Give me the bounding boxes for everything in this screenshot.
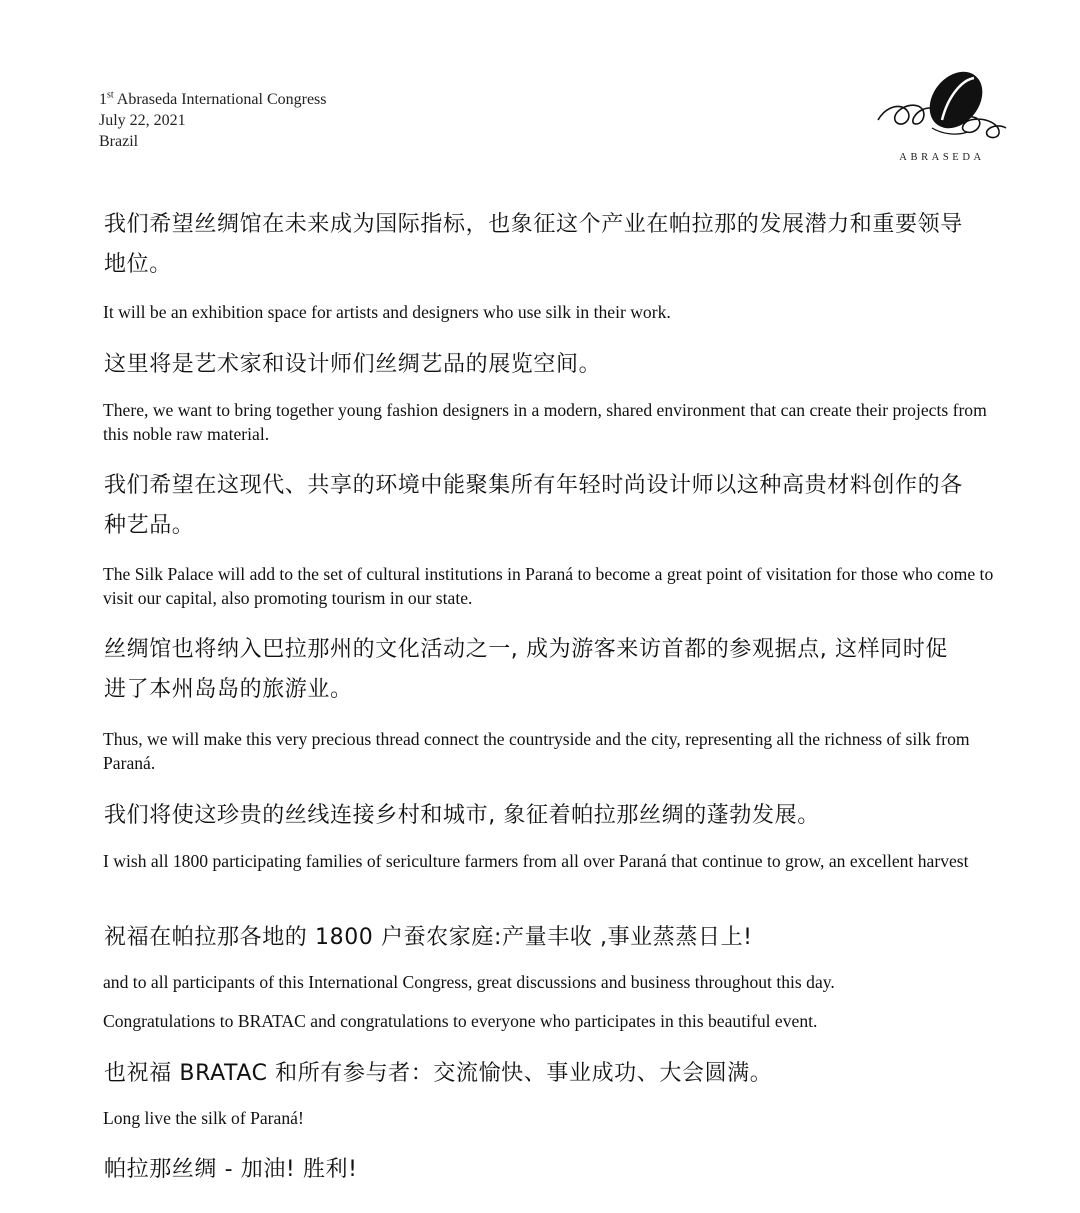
zh-paragraph-6: 祝福在帕拉那各地的 1800 户蚕农家庭:产量丰收 ,事业蒸蒸日上! xyxy=(104,925,753,950)
en-paragraph-8: Long live the silk of Paraná! xyxy=(103,1108,304,1128)
silk-cocoon-logo-icon xyxy=(872,66,1012,150)
zh-paragraph-8: 帕拉那丝绸 - 加油! 胜利! xyxy=(104,1157,358,1182)
letter-header xyxy=(99,89,327,152)
congress-country: Brazil xyxy=(99,133,139,150)
abraseda-logo xyxy=(872,66,1012,170)
en-paragraph-7: Congratulations to BRATAC and congratulations to everyone who participates in this beautiful event. xyxy=(103,1011,818,1031)
congress-title: 1st Abraseda International Congress xyxy=(99,89,327,108)
en-paragraph-1: It will be an exhibition space for artists and designers who use silk in their work. xyxy=(103,302,671,322)
en-paragraph-2: There, we want to bring together young fashion designers in a modern, shared environment that can create their projects from this noble raw material. xyxy=(103,400,987,444)
zh-paragraph-5: 我们将使这珍贵的丝线连接乡村和城市, 象征着帕拉那丝绸的蓬勃发展。 xyxy=(104,803,820,828)
en-paragraph-3: The Silk Palace will add to the set of cultural institutions in Paraná to become a great point of visitation for those who come to visit our capital, also promoting tourism in our state. xyxy=(103,564,994,608)
zh-paragraph-1: 我们希望丝绸馆在未来成为国际指标，也象征这个产业在帕拉那的发展潜力和重要领导地位。 xyxy=(104,212,963,277)
en-paragraph-6: and to all participants of this International Congress, great discussions and business throughout this day. xyxy=(103,972,835,992)
logo-wordmark: ABRASEDA xyxy=(899,152,985,163)
en-paragraph-5: I wish all 1800 participating families of sericulture farmers from all over Paraná that continue to grow, an excellent harvest xyxy=(103,851,969,871)
en-paragraph-4: Thus, we will make this very precious thread connect the countryside and the city, representing all the richness of silk from Paraná. xyxy=(103,729,970,773)
congress-date: July 22, 2021 xyxy=(99,112,186,129)
zh-paragraph-3: 我们希望在这现代、共享的环境中能聚集所有年轻时尚设计师以这种高贵材料创作的各种艺品。 xyxy=(104,473,963,538)
zh-paragraph-4: 丝绸馆也将纳入巴拉那州的文化活动之一, 成为游客来访首都的参观据点, 这样同时促进了本州岛岛的旅游业。 xyxy=(104,637,948,702)
zh-paragraph-7: 也祝福 BRATAC 和所有参与者：交流愉快、事业成功、大会圆满。 xyxy=(104,1061,773,1086)
zh-paragraph-2: 这里将是艺术家和设计师们丝绸艺品的展览空间。 xyxy=(104,352,602,377)
